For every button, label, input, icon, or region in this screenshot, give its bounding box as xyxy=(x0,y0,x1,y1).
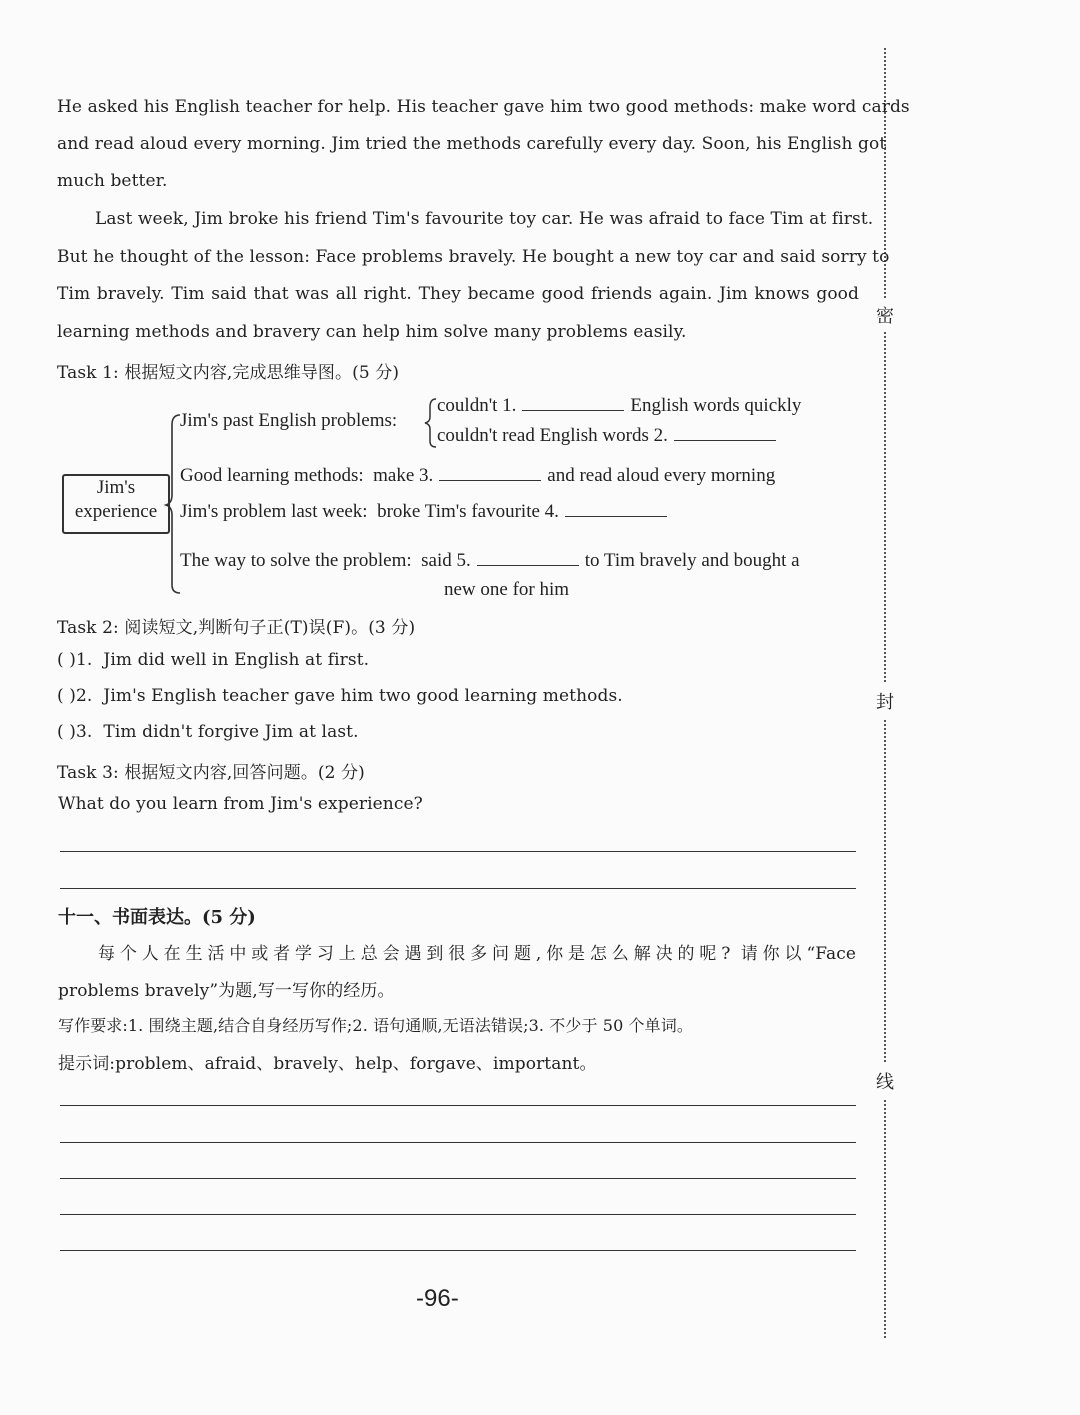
solve-tail: to Tim bravely and bought a xyxy=(584,550,800,571)
solve-row xyxy=(180,550,800,572)
writing-line-4[interactable] xyxy=(60,1214,856,1215)
writing-requirements: 写作要求:1. 围绕主题,结合自身经历写作;2. 语句通顺,无语法错误;3. 不少于 50 个单词。 xyxy=(58,1016,693,1035)
tf-text-2: Jim's English teacher gave him two good learning methods. xyxy=(103,686,623,706)
past-problem-a-tail: English words quickly xyxy=(630,395,802,416)
task3-heading: Task 3: 根据短文内容,回答问题。(2 分) xyxy=(57,763,365,783)
solve-label: The way to solve the problem: xyxy=(180,550,412,571)
past-problems-label: Jim's past English problems: xyxy=(180,410,398,431)
problem-text: broke Tim's favourite 4. xyxy=(377,501,559,522)
methods-row xyxy=(180,465,775,487)
solve-row-2: new one for him xyxy=(444,579,570,600)
tf-text-3: Tim didn't forgive Jim at last. xyxy=(103,722,359,742)
margin-label-seal: 密 xyxy=(874,298,896,332)
passage-line-2: and read aloud every morning. Jim tried the methods carefully every day. Soon, his English got xyxy=(57,134,887,154)
writing-prompt-1: 每个人在生活中或者学习上总会遇到很多问题,你是怎么解决的呢? 请你以“Face xyxy=(98,944,856,964)
answer-line-1[interactable] xyxy=(60,851,856,852)
margin-label-seal-2: 封 xyxy=(874,684,896,718)
passage-line-5: But he thought of the lesson: Face problems bravely. He bought a new toy car and said sorry to xyxy=(57,247,890,267)
methods-tail: and read aloud every morning xyxy=(547,465,776,486)
methods-text: make 3. xyxy=(373,465,434,486)
past-problem-b xyxy=(437,425,782,447)
tf-text-1: Jim did well in English at first. xyxy=(103,650,370,670)
past-problem-a xyxy=(437,395,801,417)
passage-line-1: He asked his English teacher for help. His teacher gave him two good methods: make word cards xyxy=(57,97,910,117)
tf-answer-box-1[interactable]: ( )1. xyxy=(57,650,93,670)
main-brace xyxy=(166,415,180,593)
writing-line-1[interactable] xyxy=(60,1105,856,1106)
passage-line-7: learning methods and bravery can help him solve many problems easily. xyxy=(57,322,687,342)
passage-line-4: Last week, Jim broke his friend Tim's favourite toy car. He was afraid to face Tim at first. xyxy=(95,209,874,229)
tf-item-3 xyxy=(57,722,359,742)
past-problem-b-text: couldn't read English words 2. xyxy=(437,425,668,446)
tf-item-2 xyxy=(57,686,623,706)
problem-label: Jim's problem last week: xyxy=(180,501,368,522)
center-line-2: experience xyxy=(74,501,158,522)
blank-3[interactable] xyxy=(439,479,541,481)
blank-2[interactable] xyxy=(674,439,776,441)
blank-1[interactable] xyxy=(522,409,624,411)
sub-brace xyxy=(425,399,436,447)
problem-row xyxy=(180,501,673,523)
task1-heading: Task 1: 根据短文内容,完成思维导图。(5 分) xyxy=(57,363,400,383)
solve-text: said 5. xyxy=(421,550,471,571)
methods-label: Good learning methods: xyxy=(180,465,364,486)
tf-item-1 xyxy=(57,650,369,670)
blank-4[interactable] xyxy=(565,515,667,517)
writing-line-5[interactable] xyxy=(60,1250,856,1251)
passage-line-6: Tim bravely. Tim said that was all right. They became good friends again. Jim knows good xyxy=(57,284,859,304)
mind-map-center xyxy=(62,474,170,534)
passage-line-3: much better. xyxy=(57,171,168,191)
writing-line-2[interactable] xyxy=(60,1142,856,1143)
tf-answer-box-2[interactable]: ( )2. xyxy=(57,686,93,706)
margin-label-line: 线 xyxy=(874,1064,896,1098)
past-problem-a-text: couldn't 1. xyxy=(437,395,517,416)
task2-heading: Task 2: 阅读短文,判断句子正(T)误(F)。(3 分) xyxy=(57,618,416,638)
writing-line-3[interactable] xyxy=(60,1178,856,1179)
writing-prompt-2: problems bravely”为题,写一写你的经历。 xyxy=(58,981,395,1001)
writing-hints: 提示词:problem、afraid、bravely、help、forgave、important。 xyxy=(58,1054,597,1074)
task3-question: What do you learn from Jim's experience? xyxy=(58,794,423,814)
answer-line-2[interactable] xyxy=(60,888,856,889)
page-number: -96- xyxy=(416,1285,459,1312)
tf-answer-box-3[interactable]: ( )3. xyxy=(57,722,93,742)
center-line-1: Jim's xyxy=(96,477,136,498)
blank-5[interactable] xyxy=(477,564,579,566)
writing-heading: 十一、书面表达。(5 分) xyxy=(58,907,256,928)
